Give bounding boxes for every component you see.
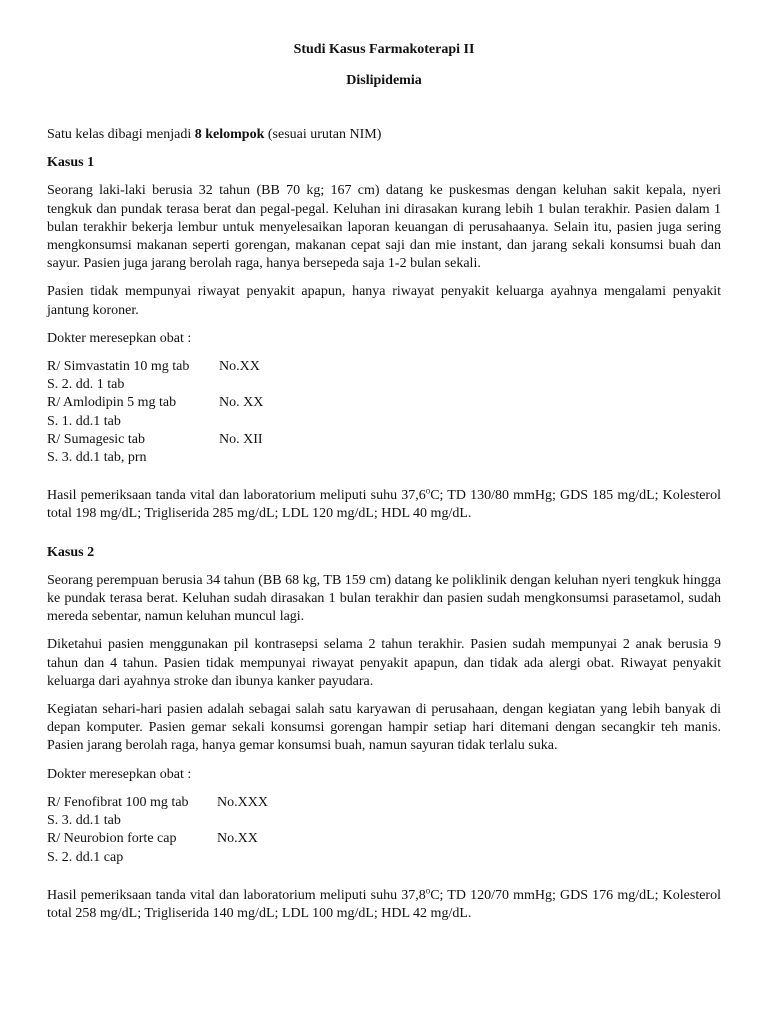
rx-quantity: No.XX	[219, 359, 260, 375]
lab-text-b: C; TD 130/80 mmHg; GDS 185 mg/dL; Kolesterol total 198 mg/dL; Trigliserida 285 mg/dL; LDL 120 mg/dL; HDL 40 mg/dL.	[47, 488, 721, 522]
rx-drug: R/ Fenofibrat 100 mg tab	[47, 794, 189, 810]
rx-drug: R/ Sumagesic tab	[47, 431, 145, 447]
intro-text-pre: Satu kelas dibagi menjadi	[47, 127, 195, 142]
kasus1-heading: Kasus 1	[47, 155, 95, 171]
rx-item	[47, 830, 721, 848]
degree-superscript: o	[425, 885, 431, 896]
kasus2-paragraph-2: Diketahui pasien menggunakan pil kontrasepsi selama 2 tahun terakhir. Pasien sudah mempunyai 2 anak berusia 9 tahun dan 4 tahun. Pasien tidak mempunyai riwayat penyakit apapun, dan tidak ada alergi obat. Riwayat penyakit keluarga dari ayahnya stroke dan ibunya kanker payudara.	[47, 637, 721, 689]
rx-item	[47, 358, 721, 376]
rx-quantity: No. XII	[219, 431, 263, 447]
document-subtitle: Dislipidemia	[346, 73, 422, 88]
intro-text-bold: 8 kelompok	[194, 127, 265, 142]
kasus2-paragraph-1: Seorang perempuan berusia 34 tahun (BB 68 kg, TB 159 cm) datang ke poliklinik dengan keluhan nyeri tengkuk hingga ke pundak terasa berat. Keluhan sudah dirasakan 1 bulan terakhir dan pasien sudah mengkonsumsi parasetamol, sudah mereda sebentar, namun keluhan muncul lagi.	[47, 572, 721, 625]
rx-drug: R/ Amlodipin 5 mg tab	[47, 395, 177, 411]
document-title: Studi Kasus Farmakoterapi II	[293, 42, 475, 57]
lab-text-a: Hasil pemeriksaan tanda vital dan laboratorium meliputi suhu 37,6	[47, 488, 426, 504]
rx-quantity: No.XX	[217, 831, 258, 847]
rx-quantity: No.XXX	[217, 794, 268, 810]
rx-quantity: No. XX	[219, 395, 264, 411]
rx-signa: S. 3. dd.1 tab, prn	[47, 450, 147, 466]
lab-text-b: C; TD 120/70 mmHg; GDS 176 mg/dL; Kolesterol total 258 mg/dL; Trigliserida 140 mg/dL; LDL 100 mg/dL; HDL 42 mg/dL.	[47, 887, 721, 921]
kasus1-lab-results	[47, 487, 721, 523]
rx-signa: S. 1. dd.1 tab	[47, 413, 121, 429]
intro-text-post: (sesuai urutan NIM)	[264, 127, 382, 142]
rx-item	[47, 394, 721, 412]
rx-drug: R/ Simvastatin 10 mg tab	[47, 359, 190, 375]
document-body	[47, 126, 721, 933]
rx-item	[47, 794, 721, 812]
rx-item	[47, 431, 721, 449]
kasus1-paragraph-1: Seorang laki-laki berusia 32 tahun (BB 70 kg; 167 cm) datang ke puskesmas dengan keluhan sakit kepala, nyeri tengkuk dan pundak terasa berat dan pegal-pegal. Keluhan ini dirasakan kurang lebih 1 bulan terakhir. Pasien dalam 1 bulan terakhir bekerja lembur untuk menyelesaikan laporan keuangan di perusahaanya. Selain itu, pasien juga sering mengkonsumsi makanan seperti gorengan, makanan cepat saji dan mie instant, dan jarang sekali konsumsi buah dan sayur. Pasien juga jarang berolah raga, hanya bersepeda saja 1-2 bulan sekali.	[47, 183, 721, 272]
kasus1-paragraph-2: Pasien tidak mempunyai riwayat penyakit apapun, hanya riwayat penyakit keluarga ayahnya mengalami penyakit jantung koroner.	[47, 284, 721, 318]
kasus2-doctor-line: Dokter meresepkan obat :	[47, 766, 192, 782]
kasus1-prescription	[47, 358, 721, 467]
kasus2-prescription	[47, 794, 721, 867]
rx-signa: S. 2. dd.1 cap	[47, 849, 124, 865]
kasus2-heading: Kasus 2	[47, 544, 95, 560]
rx-signa: S. 3. dd.1 tab	[47, 813, 121, 829]
lab-text-a: Hasil pemeriksaan tanda vital dan laboratorium meliputi suhu 37,8	[47, 887, 426, 903]
kasus2-lab-results	[47, 887, 721, 923]
kasus1-doctor-line: Dokter meresepkan obat :	[47, 330, 192, 346]
degree-superscript: o	[425, 485, 431, 496]
rx-signa: S. 2. dd. 1 tab	[47, 377, 125, 393]
intro-paragraph	[47, 126, 721, 144]
kasus2-paragraph-3: Kegiatan sehari-hari pasien adalah sebagai salah satu karyawan di perusahaan, dengan kegiatan yang lebih banyak di depan komputer. Pasien gemar sekali konsumsi gorengan hampir setiap hari ditemani dengan secangkir teh manis. Pasien jarang berolah raga, hanya gemar konsumsi buah, namun sayuran tidak terlalu suka.	[47, 702, 721, 754]
rx-drug: R/ Neurobion forte cap	[47, 831, 177, 847]
